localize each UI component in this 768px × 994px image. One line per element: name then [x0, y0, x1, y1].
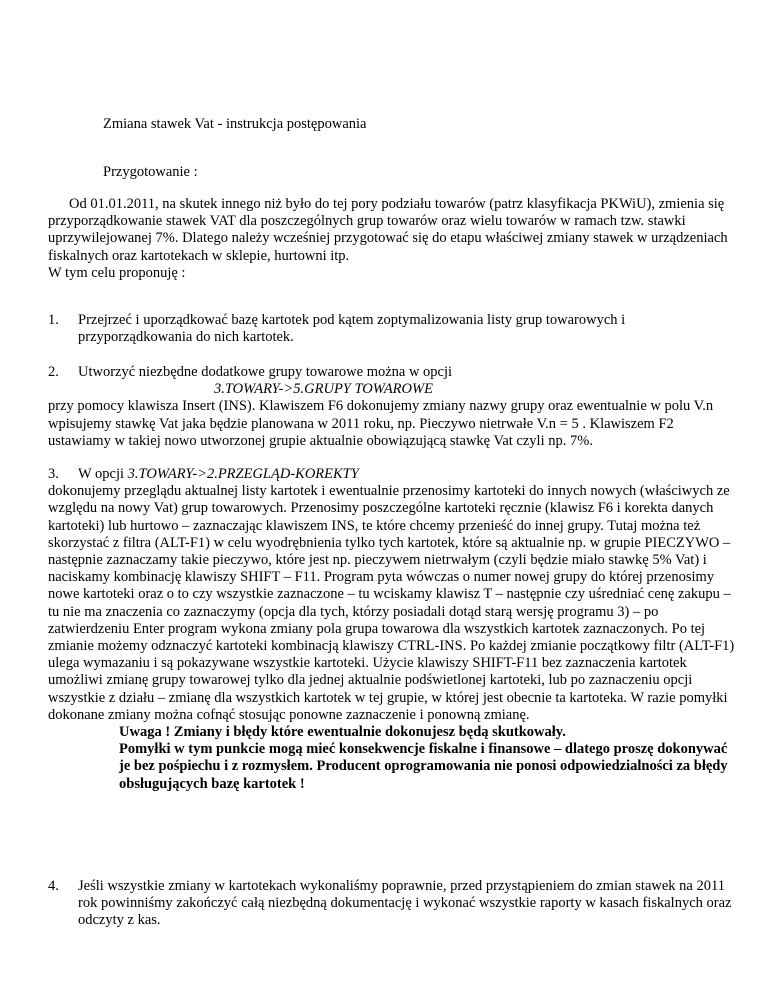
list-item-3	[48, 466, 738, 793]
intro-paragraph	[48, 196, 733, 282]
intro-proposal: W tym celu proponuję :	[48, 264, 186, 281]
menu-path: 3.TOWARY->5.GRUPY TOWAROWE	[214, 381, 433, 398]
menu-path: 3.TOWARY->2.PRZEGLĄD-KOREKTY	[127, 466, 359, 482]
list-item-number: 3.	[48, 466, 59, 482]
intro-text: Od 01.01.2011, na skutek innego niż było do tej pory podziału towarów (patrz klasyfikacja PKWiU), zmienia się przyporządkowanie stawek VAT dla poszczególnych grup towarów oraz wielu towarów w ramach tzw. stawki uprzywilejowanej 7%. Dlatego należy wcześniej przygotować się do etapu właściwej zmiany stawek w urządzeniach fiskalnych oraz kartotekach w sklepie, hurtowni itp.	[48, 196, 728, 264]
list-item-text: Jeśli wszystkie zmiany w kartotekach wykonaliśmy poprawnie, przed przystąpieniem do zmian stawek na 2011 rok powinniśmy zakończyć całą niezbędną dokumentację i wykonać wszystkie raporty w kasach fiskalnych oraz odczyty z kas.	[78, 878, 732, 929]
list-item-lead: Utworzyć niezbędne dodatkowe grupy towarowe można w opcji	[78, 364, 453, 380]
list-item-number: 2.	[48, 364, 59, 380]
list-item-1	[48, 312, 738, 346]
list-item-lead: W opcji	[78, 466, 128, 482]
warning-notice	[119, 724, 738, 793]
warning-text: Pomyłki w tym punkcie mogą mieć konsekwencje fiskalne i finansowe – dlatego proszę dokonywać je bez pośpiechu i z rozmysłem. Producent oprogramowania nie ponosi odpowiedzialności za błędy obsługujących bazę kartotek !	[119, 741, 728, 792]
list-item-text: Przejrzeć i uporządkować bazę kartotek pod kątem zoptymalizowania listy grup towarowych i przyporządkowania do nich kartotek.	[78, 312, 626, 346]
list-item-number: 1.	[48, 312, 59, 328]
document-title: Zmiana stawek Vat - instrukcja postępowania	[103, 116, 367, 132]
list-item-text: dokonujemy przeglądu aktualnej listy kartotek i ewentualnie przenosimy kartoteki do innych nowych (właściwych ze względu na nowy Vat) grup towarowych. Przenosimy poszczególne kartoteki ręcznie (klawisz F6 i korekta danych kartoteki) lub hurtowo – zaznaczając klawiszem INS, te które chcemy przenieść do innej grupy. Tutaj można też skorzystać z filtra (ALT-F1) w celu wyodrębnienia tylko tych kartotek, które są aktualnie np. w grupie PIECZYWO – następnie zaznaczamy takie pieczywo, które jest np. pieczywem nietrwałym (czyli będzie miało stawkę 5% Vat) i naciskamy kombinację klawiszy SHIFT – F11. Program pyta wówczas o numer nowej grupy do której przenosimy nowe kartoteki oraz o to czy wszystkie zaznaczone – tu wciskamy klawisz T – następnie czy uśredniać cenę zakupu – tu nie ma znaczenia co zaznaczymy (opcja dla tych, którzy posiadali dotąd starą wersję programu 3) – po zatwierdzeniu Enter program wykona zmiany pola grupa towarowa dla wszystkich kartotek zaznaczonych. Po tej zmianie możemy odznaczyć kartoteki kombinacją klawiszy CTRL-INS. Po każdej zmianie początkowy filtr (ALT-F1) ulega wymazaniu i są pokazywane wszystkie kartoteki. Użycie klawiszy SHIFT-F11 bez zaznaczenia kartotek umożliwi zmianę grupy towarowej tylko dla jednej aktualnie podświetlonej kartoteki, lub po zaznaczeniu opcji wszystkie z działu – zmianę dla wszystkich kartotek w tej grupie, w której jest obecnie ta kartoteka. W razie pomyłki dokonane zmiany można cofnąć stosując ponowne zaznaczenie i ponowną zmianę.	[48, 483, 735, 723]
list-item-number: 4.	[48, 878, 59, 894]
warning-line: Uwaga ! Zmiany i błędy które ewentualnie dokonujesz będą skutkowały.	[119, 724, 566, 741]
list-item-4	[48, 878, 738, 930]
list-item-text: przy pomocy klawisza Insert (INS). Klawiszem F6 dokonujemy zmiany nazwy grupy oraz ewentualnie w polu V.n wpisujemy stawkę Vat jaka będzie planowana w 2011 roku, np. Pieczywo nietrwałe V.n = 5 . Klawiszem F2 ustawiamy w takiej nowo utworzonej grupie aktualnie obowiązującą stawkę Vat czyli np. 7%.	[48, 398, 714, 449]
section-heading: Przygotowanie :	[103, 164, 198, 180]
list-item-2	[48, 364, 738, 450]
